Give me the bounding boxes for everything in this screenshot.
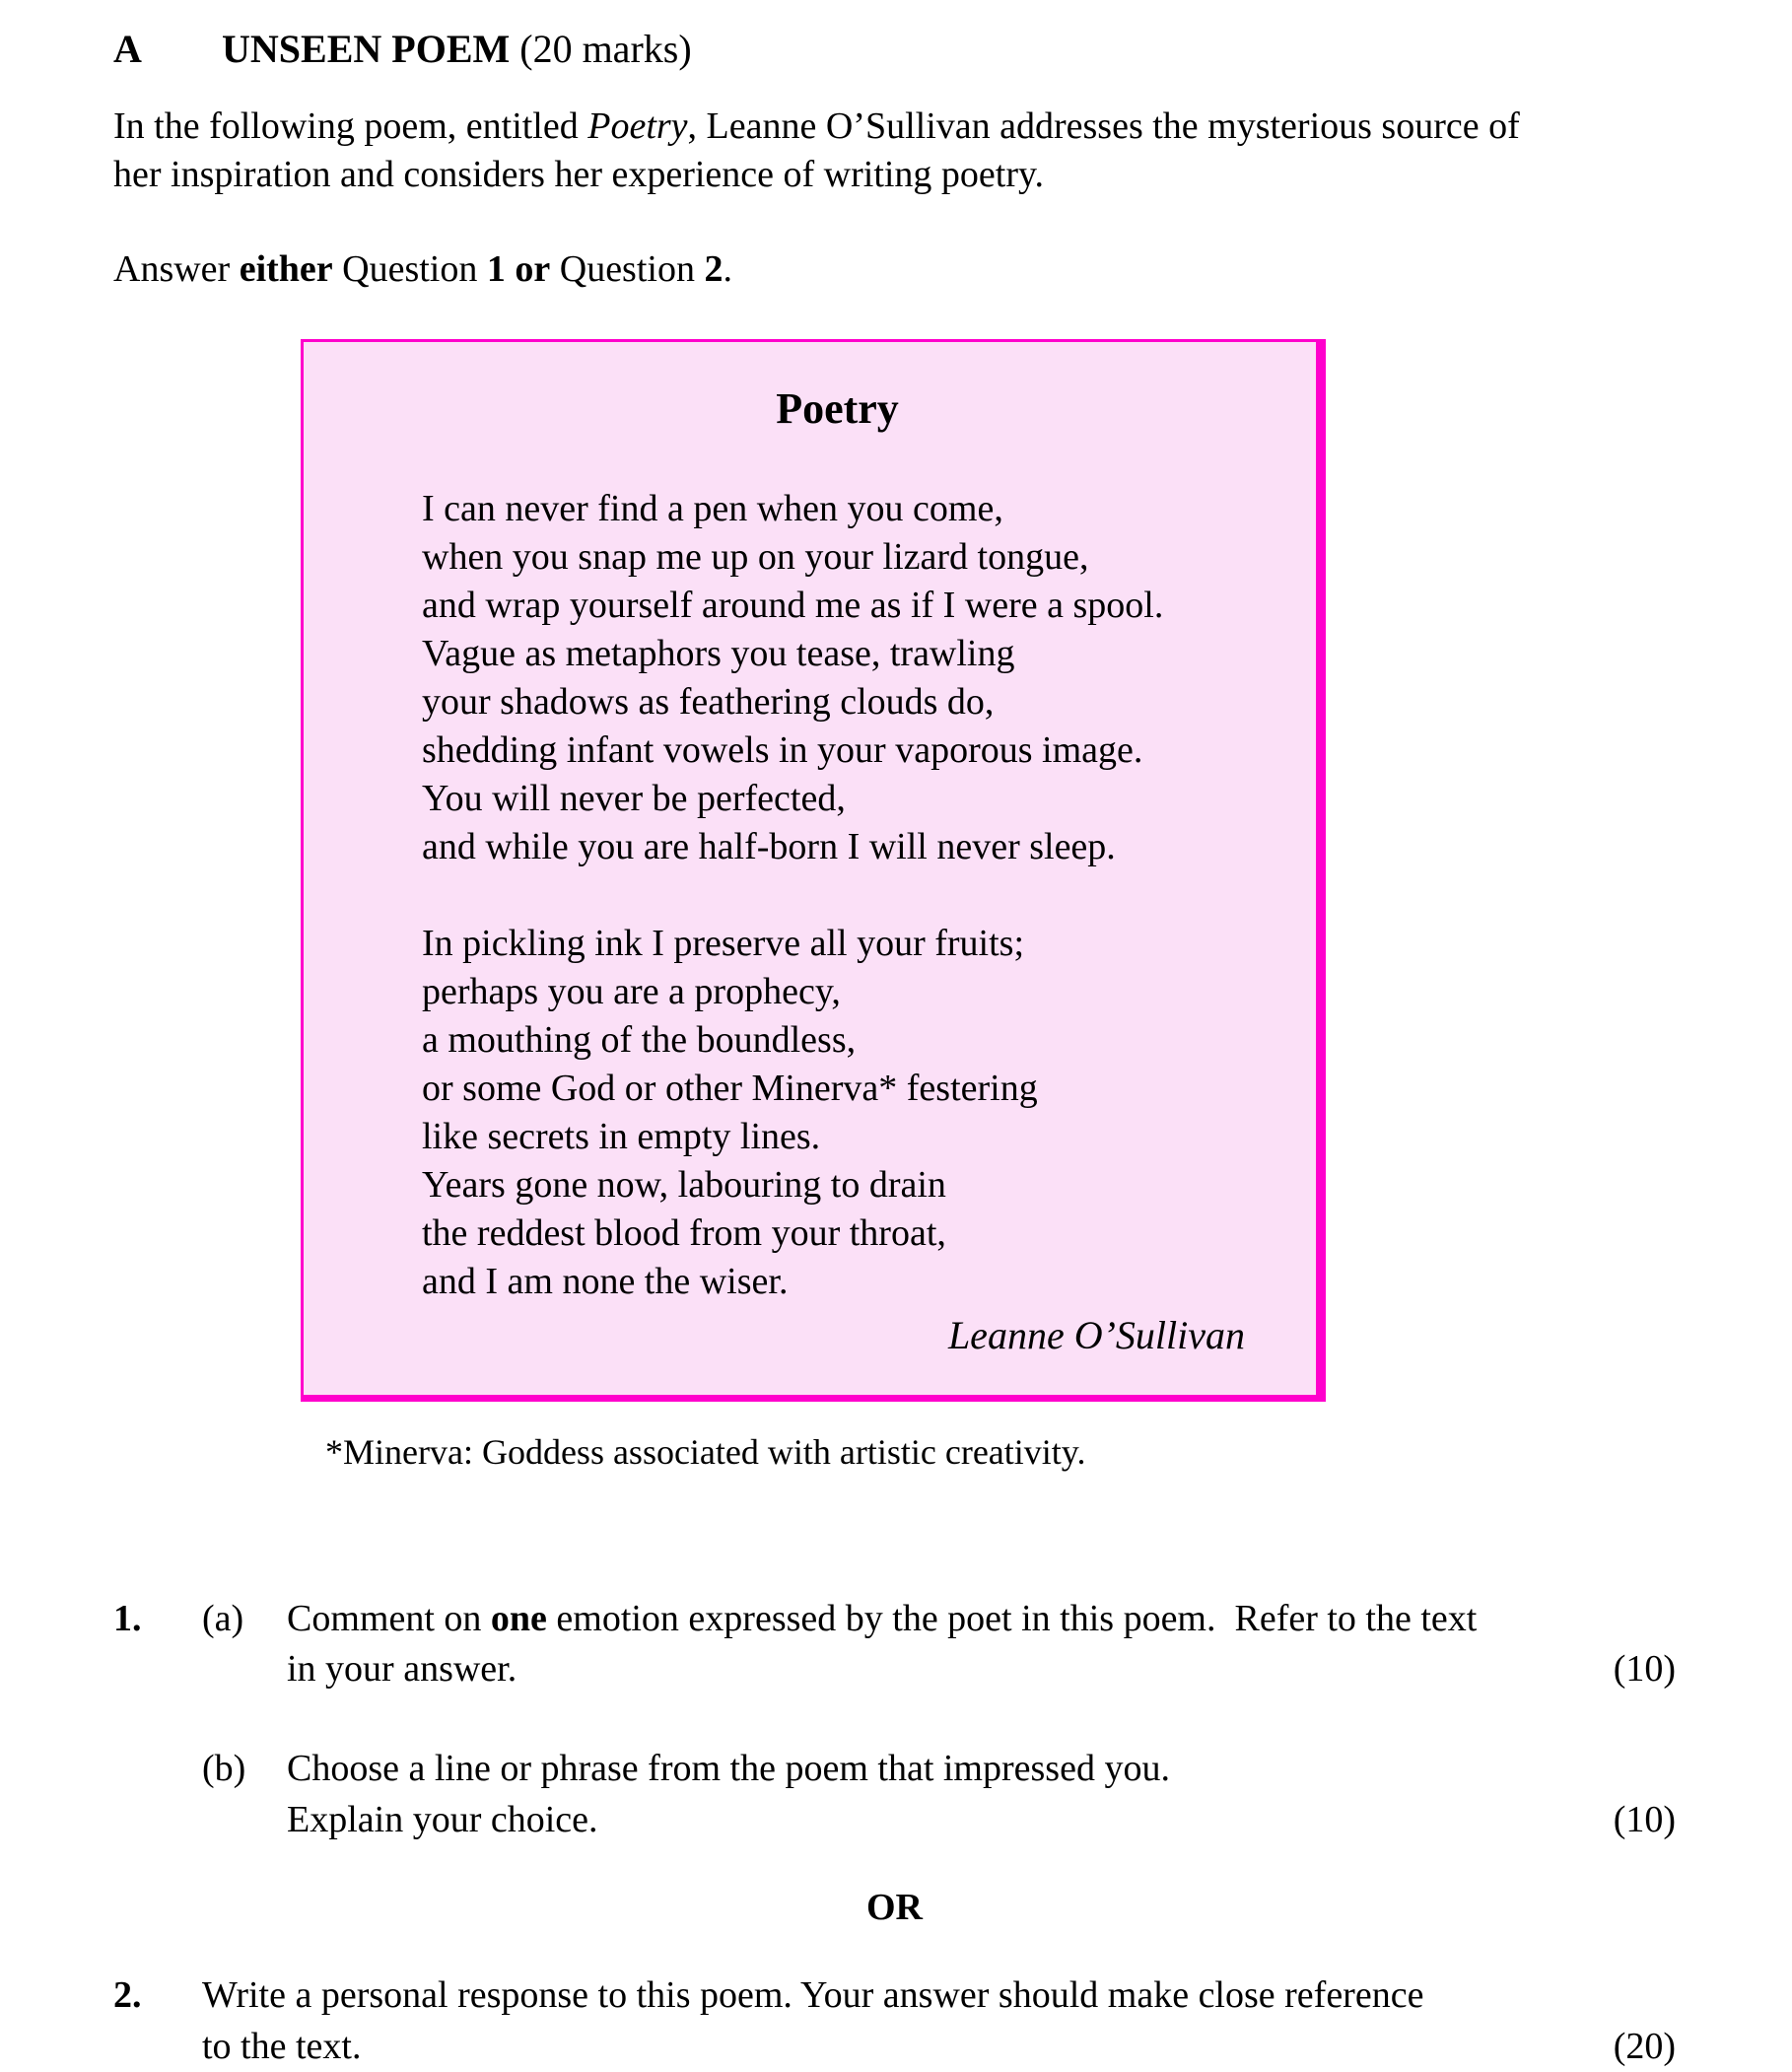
questions-section [113,1594,1676,2072]
question-text-line-2: to the text. [202,2025,362,2067]
poem-footnote: *Minerva: Goddess associated with artistic creativity. [325,1431,1086,1472]
question-text-bold: one [490,1597,547,1639]
poem-line: Vague as metaphors you tease, trawling [422,632,1015,674]
poem-line: or some God or other Minerva* festering [422,1067,1038,1109]
question-text-line-1 [287,1594,1567,1644]
part-label: (a) [202,1597,244,1639]
instruction-text: Question [550,247,705,290]
intro-text: , Leanne O’Sullivan addresses the mysterious source of [687,105,1520,147]
part-label: (b) [202,1748,246,1790]
question-text-line-2: Explain your choice. [287,1798,598,1840]
question-2 [113,1970,1676,2072]
question-text-line-1: Write a personal response to this poem. Your answer should make close reference [202,1974,1424,2017]
instruction-bold: either [239,247,333,290]
instruction-bold: 2 [704,247,724,290]
question-number: 1. [113,1597,142,1639]
section-title: UNSEEN POEM [222,27,511,71]
question-text [287,1594,1567,1695]
poem-line: the reddest blood from your throat, [422,1211,946,1254]
instruction-bold: 1 or [486,247,551,290]
section-heading [113,26,1676,73]
instruction-text: . [723,247,732,290]
poem-line: and I am none the wiser. [422,1260,789,1302]
marks-label: (10) [1613,1798,1676,1840]
poem-line: and wrap yourself around me as if I were a spool. [422,584,1164,626]
marks-label: (10) [1613,1648,1676,1691]
instruction-line [113,245,1676,294]
poem-title: Poetry [776,384,899,434]
poem-stanza-1 [422,485,1253,871]
poem-line: perhaps you are a prophecy, [422,970,841,1012]
poem-line: Years gone now, labouring to drain [422,1163,946,1206]
marks-label: (20) [1613,2025,1676,2067]
or-divider: OR [866,1886,923,1928]
poem-title-italic: Poetry [587,105,688,147]
intro-line-2: her inspiration and considers her experience of writing poetry. [113,154,1045,196]
question-text-segment: emotion expressed by the poet in this poem. Refer to the text [546,1597,1478,1639]
question-number-spacer [113,1744,202,1845]
intro-line-1 [113,103,1676,151]
question-text-line-2: in your answer. [287,1648,517,1691]
poem-line: shedding infant vowels in your vaporous image. [422,728,1143,771]
poem-line: your shadows as feathering clouds do, [422,680,995,723]
poem-line: like secrets in empty lines. [422,1115,821,1157]
question-number: 2. [113,1974,142,2017]
question-text [202,1970,1567,2072]
intro-text: In the following poem, entitled [113,105,588,147]
question-text-segment: Comment on [287,1597,491,1639]
instruction-text: Question [332,247,487,290]
intro-paragraph [113,103,1676,200]
poem-box [301,339,1326,1402]
poem-stanza-2 [422,920,1253,1306]
poem-line: and while you are half-born I will never sleep. [422,825,1116,867]
section-marks: (20 marks) [519,27,692,71]
instruction-text: Answer [113,247,240,290]
poem-line: You will never be perfected, [422,777,846,819]
poem-line: a mouthing of the boundless, [422,1018,857,1061]
question-1-part-b [113,1744,1676,1845]
section-letter: A [113,27,142,71]
question-1-part-a [113,1594,1676,1695]
poem-line: In pickling ink I preserve all your fruits; [422,922,1025,964]
poem-line: when you snap me up on your lizard tongue, [422,535,1089,578]
question-text-line-1: Choose a line or phrase from the poem that impressed you. [287,1748,1170,1790]
poem-attribution: Leanne O’Sullivan [947,1312,1245,1357]
poem-line: I can never find a pen when you come, [422,487,1003,529]
question-text [287,1744,1567,1845]
